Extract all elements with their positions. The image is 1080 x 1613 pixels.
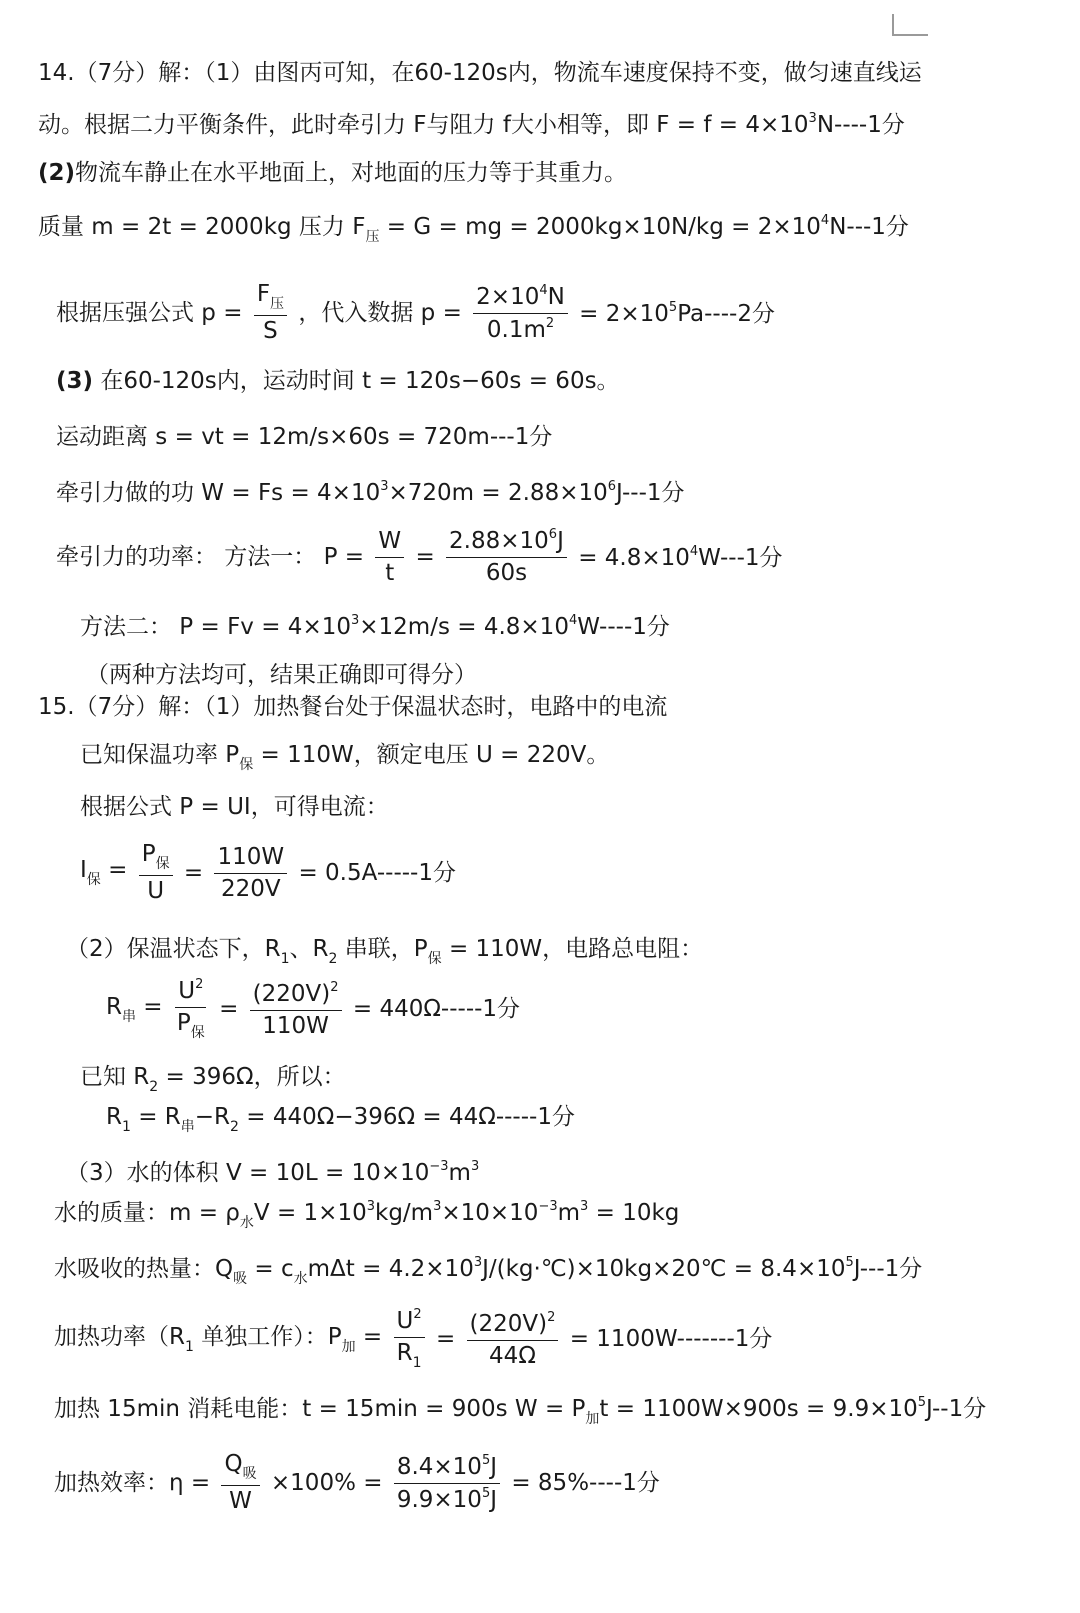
q14-pressure-equation: 根据压强公式 p = $\frac{F_压}{S}$ ，代入数据 p = $\frac{2\times 10^4N}{0.1m^2}$ = $2\times 10^5Pa----2$分 bbox=[56, 281, 775, 345]
fraction-work-over-time: $\frac{2.88\times 10^6J}{60s}$ bbox=[446, 528, 567, 587]
q14-line-2: 动。根据二力平衡条件，此时牵引力 F与阻力 f大小相等，即 $F = f = 4\times 10^3N----1$分 bbox=[38, 111, 905, 138]
q15-line-7: 已知 $R_2 = 396\Omega$，所以： bbox=[80, 1064, 346, 1095]
q15-line-5: （2）保温状态下，$R_1$、$R_2$ 串联，$P_保 = 110W$，电路总电阻： bbox=[66, 936, 704, 967]
q14-line-1: 14.（7分）解：（1）由图丙可知，在60-120s内，物流车速度保持不变，做匀速直线运 bbox=[38, 60, 922, 86]
fraction-u2-over-r1: $\frac{U^2}{R_1}$ bbox=[394, 1308, 425, 1372]
fraction-u2-over-p: $\frac{U^2}{P_保}$ bbox=[176, 977, 205, 1042]
q15-line-1: 15.（7分）解：（1）加热餐台处于保温状态时，电路中的电流 bbox=[38, 694, 668, 720]
fraction-220v2-over-44ohm: $\frac{(220V)^2}{44\Omega}$ bbox=[467, 1311, 559, 1370]
q15-heating-power: 加热功率（$R_1$ 单独工作）：$P_加$ = $\frac{U^2}{R_1}$ = $\frac{(220V)^2}{44\Omega}$ = 1100W-------1分 bbox=[54, 1307, 773, 1372]
fraction-220v2-over-110w: $\frac{(220V)^2}{110W}$ bbox=[250, 981, 342, 1040]
q14-line-4: 质量 m = 2t = 2000kg 压力 $F_压 = G$ = mg = $2000kg\times 10N/kg = 2\times 10^4N---1$分 bbox=[38, 213, 909, 245]
q15-line-13: 加热 15min 消耗电能：t = 15min = 900s $W = P_加t = 1100W\times 900s = 9.9\times 10^5J--1$分 bbox=[54, 1395, 987, 1427]
q15-series-resistance: $R_串$ = $\frac{U^2}{P_保}$ = $\frac{(220V)^2}{110W}$ = 440Ω-----1分 bbox=[106, 977, 521, 1042]
q14-note: （两种方法均可，结果正确即可得分） bbox=[86, 662, 477, 688]
fraction-q-over-w: $\frac{Q_吸}{W}$ bbox=[221, 1452, 259, 1515]
q14-line-7: 运动距离 s = vt = 12m/s×60s = 720m---1分 bbox=[56, 424, 553, 450]
q15-line-8: $R_1 = R_串-R_2 = 440\Omega-396\Omega = 44\Omega-----1$分 bbox=[106, 1104, 575, 1135]
fraction-pressure-values: $\frac{2\times 10^4N}{0.1m^2}$ bbox=[473, 284, 568, 344]
q15-line-9: （3）水的体积 $V = 10L = 10\times 10^{-3}m^3$ bbox=[66, 1159, 480, 1186]
q14-power-method-2: 方法二： $P = Fv = 4\times 10^3\times 12m/s = 4.8\times 10^4W----1$分 bbox=[80, 613, 670, 640]
q14-line-3: (2)物流车静止在水平地面上，对地面的压力等于其重力。 bbox=[38, 160, 628, 186]
q15-line-2: 已知保温功率 $P_保 = 110W$，额定电压 U = 220V。 bbox=[80, 742, 610, 773]
fraction-w-over-t: $\frac{W}{t}$ bbox=[375, 529, 404, 587]
fraction-heat-over-energy: $\frac{8.4\times 10^5J}{9.9\times 10^5J}$ bbox=[394, 1454, 500, 1514]
corner-mark bbox=[892, 14, 928, 36]
q14-line-6: (3) 在60-120s内，运动时间 t = 120s−60s = 60s。 bbox=[56, 368, 620, 394]
q15-current-equation: $I_保$ = $\frac{P_保}{U}$ = $\frac{110W}{220V}$ = 0.5A-----1分 bbox=[80, 841, 456, 905]
q15-line-10: 水的质量：$m = \rho_水V = 1\times 10^3kg/m^3\times 10\times 10^{-3}m^3 = 10kg$ bbox=[54, 1199, 680, 1231]
q14-line-8: 牵引力做的功 $W = Fs = 4\times 10^3\times 720m = 2.88\times 10^6J---1$分 bbox=[56, 479, 685, 506]
q15-line-11: 水吸收的热量：$Q_吸 = c_水m\Delta t$ = $4.2\times 10^3J/(kg\cdot℃)\times 10kg\times 20℃ = 8.4\times 10^5J---1$分 bbox=[54, 1255, 923, 1287]
fraction-f-over-s: $\frac{F_压}{S}$ bbox=[254, 282, 287, 345]
q15-efficiency: 加热效率：η = $\frac{Q_吸}{W}$ ×100% = $\frac{8.4\times 10^5J}{9.9\times 10^5J}$ = 85%----1分 bbox=[54, 1451, 660, 1515]
fraction-110w-over-220v: $\frac{110W}{220V}$ bbox=[214, 845, 287, 903]
q15-line-3: 根据公式 P = UI，可得电流： bbox=[80, 794, 389, 820]
q14-power-method-1: 牵引力的功率： 方法一： P = $\frac{W}{t}$ = $\frac{2.88\times 10^6J}{60s}$ = $4.8\times 10^4W---1$分 bbox=[56, 527, 783, 587]
fraction-p-over-u: $\frac{P_保}{U}$ bbox=[139, 842, 173, 905]
